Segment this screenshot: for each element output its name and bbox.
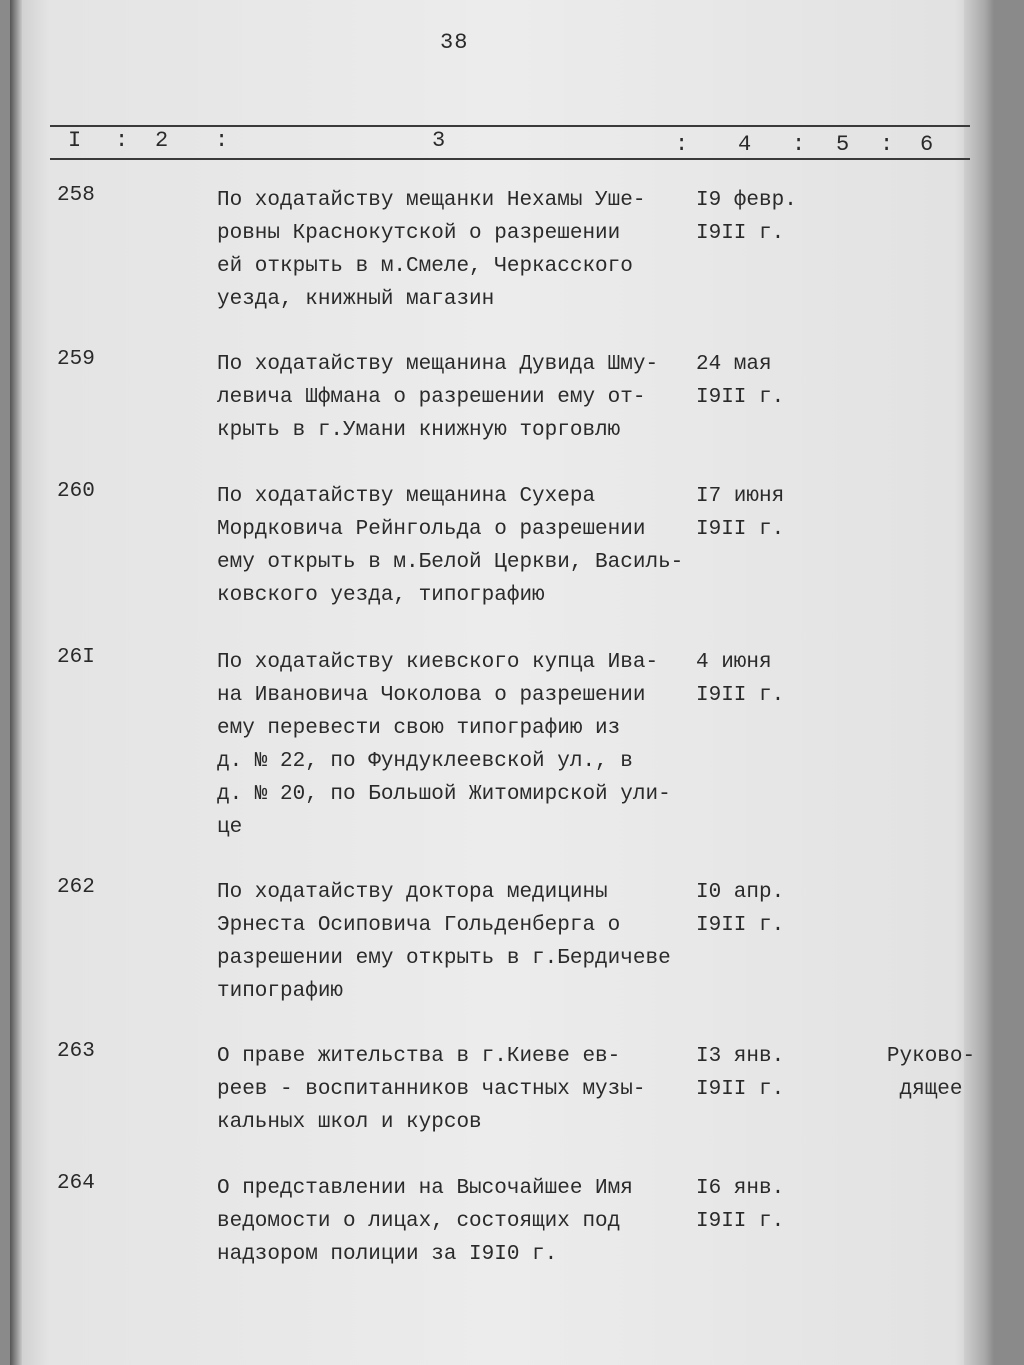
binding-shadow: [10, 0, 22, 1365]
entry-number: 258: [57, 184, 95, 207]
entry-description: По ходатайству мещанина Сухера Мордковича Рейнгольда о разрешении ему открыть в м.Белой Церкви, Василь- ковского уезда, типографию: [217, 485, 684, 607]
entry-number: 26I: [57, 646, 95, 669]
entry-number: 263: [57, 1040, 95, 1063]
entry-number: 259: [57, 348, 95, 371]
column-header-1: I: [68, 128, 82, 153]
entry-description: О представлении на Высочайшее Имя ведомости о лицах, состоящих под надзором полиции за I9I0 г.: [217, 1177, 633, 1266]
entry-number: 262: [57, 876, 95, 899]
column-separator: :: [792, 132, 806, 157]
column-separator: :: [115, 128, 129, 153]
column-header-6: 6: [920, 132, 934, 157]
column-separator: :: [880, 132, 894, 157]
entry-number: 260: [57, 480, 95, 503]
document-page: [10, 0, 994, 1365]
entry-date: I0 апр. I9II г.: [696, 881, 785, 937]
entry-date: I9 февр. I9II г.: [696, 189, 797, 245]
column-separator: :: [215, 128, 229, 153]
entry-description: По ходатайству мещанки Нехамы Уше- ровны Краснокутской о разрешении ей открыть в м.Смеле, Черкасского уезда, книжный магазин: [217, 189, 646, 311]
entry-description: По ходатайству доктора медицины Эрнеста Осиповича Гольденберга о разрешении ему открыть в г.Бердичеве типографию: [217, 881, 671, 1003]
entry-date: 4 июня I9II г.: [696, 651, 785, 707]
header-top-rule: [50, 125, 970, 127]
entry-number: 264: [57, 1172, 95, 1195]
column-header-2: 2: [155, 128, 169, 153]
entry-description: По ходатайству киевского купца Ива- на Ивановича Чоколова о разрешении ему перевести свою типографию из д. № 22, по Фундуклеевской ул., в д. № 20, по Большой Житомирской ули- це: [217, 651, 671, 839]
entry-description: О праве жительства в г.Киеве ев- реев - воспитанников частных музы- кальных школ и курсов: [217, 1045, 646, 1134]
entry-date: 24 мая I9II г.: [696, 353, 785, 409]
header-bottom-rule: [50, 158, 970, 160]
page-edge-shadow: [964, 0, 994, 1365]
column-separator: :: [675, 132, 689, 157]
entry-category: Руково- дящее: [886, 1045, 976, 1101]
column-header-5: 5: [836, 132, 850, 157]
column-header-4: 4: [738, 132, 752, 157]
page-number: 38: [440, 30, 469, 55]
entry-description: По ходатайству мещанина Дувида Шму- левича Шфмана о разрешении ему от- крыть в г.Умани книжную торговлю: [217, 353, 659, 442]
entry-date: I6 янв. I9II г.: [696, 1177, 785, 1233]
entry-date: I3 янв. I9II г.: [696, 1045, 785, 1101]
column-header-3: 3: [432, 128, 446, 153]
entry-date: I7 июня I9II г.: [696, 485, 785, 541]
